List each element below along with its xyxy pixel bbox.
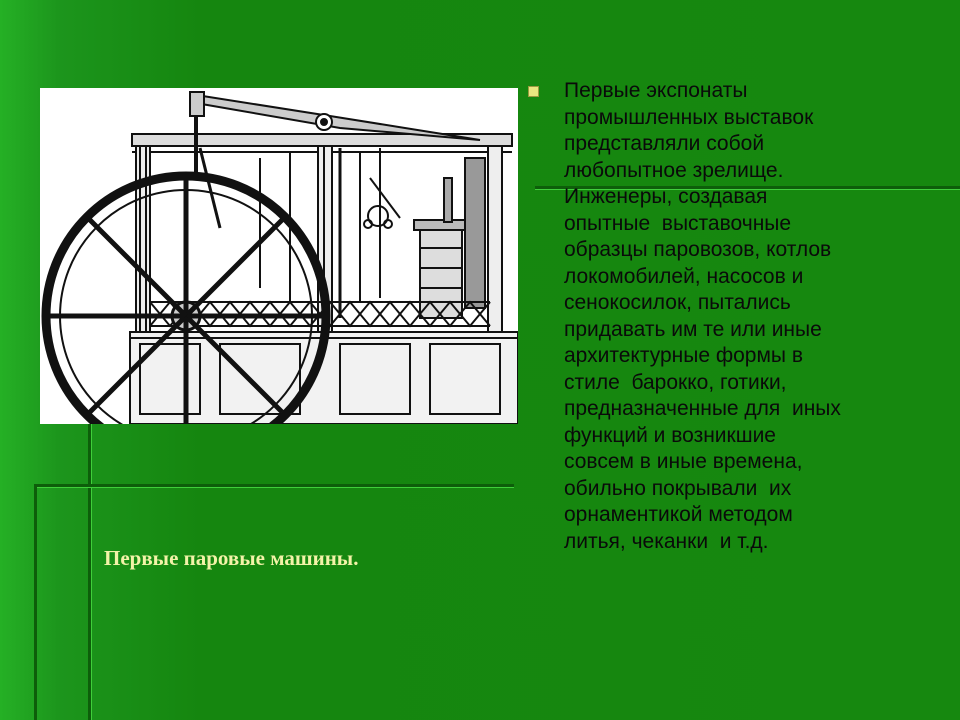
bullet-line: орнаментикой методом xyxy=(564,503,793,526)
bullet-line: локомобилей, насосов и xyxy=(564,264,804,288)
bullet-line: Инженеры, создавая xyxy=(564,185,768,208)
bullet-line: сенокосилок, пытались xyxy=(564,291,791,314)
bullet-line: обильно покрывали их xyxy=(564,476,792,500)
bullet-text xyxy=(564,78,944,555)
bullet-line: совсем в иные времена, xyxy=(564,450,803,473)
decor-line-middle-highlight xyxy=(34,487,514,488)
bullet-line: придавать им те или иные xyxy=(564,317,822,341)
bullet-line: промышленных выставок xyxy=(564,105,814,129)
bullet-line: представляли собой xyxy=(564,132,765,155)
decor-line-left xyxy=(34,487,37,720)
bullet-line: Первые экспонаты xyxy=(564,79,748,102)
bullet-line: функций и возникшие xyxy=(564,423,776,447)
image-caption: Первые паровые машины. xyxy=(104,546,359,570)
steam-engine-image xyxy=(40,88,518,424)
decor-line-vertical-highlight xyxy=(91,424,92,720)
square-bullet-icon xyxy=(528,86,539,97)
bullet-line: архитектурные формы в xyxy=(564,344,803,367)
bullet-line: любопытное зрелище. xyxy=(564,158,784,182)
bullet-line: литья, чеканки и т.д. xyxy=(564,529,769,553)
bullet-line: стиле барокко, готики, xyxy=(564,370,787,394)
bullet-line: предназначенные для иных xyxy=(564,397,841,420)
steam-engine-drawing xyxy=(40,88,518,424)
bullet-line: опытные выставочные xyxy=(564,211,792,235)
bullet-line: образцы паровозов, котлов xyxy=(564,238,832,261)
